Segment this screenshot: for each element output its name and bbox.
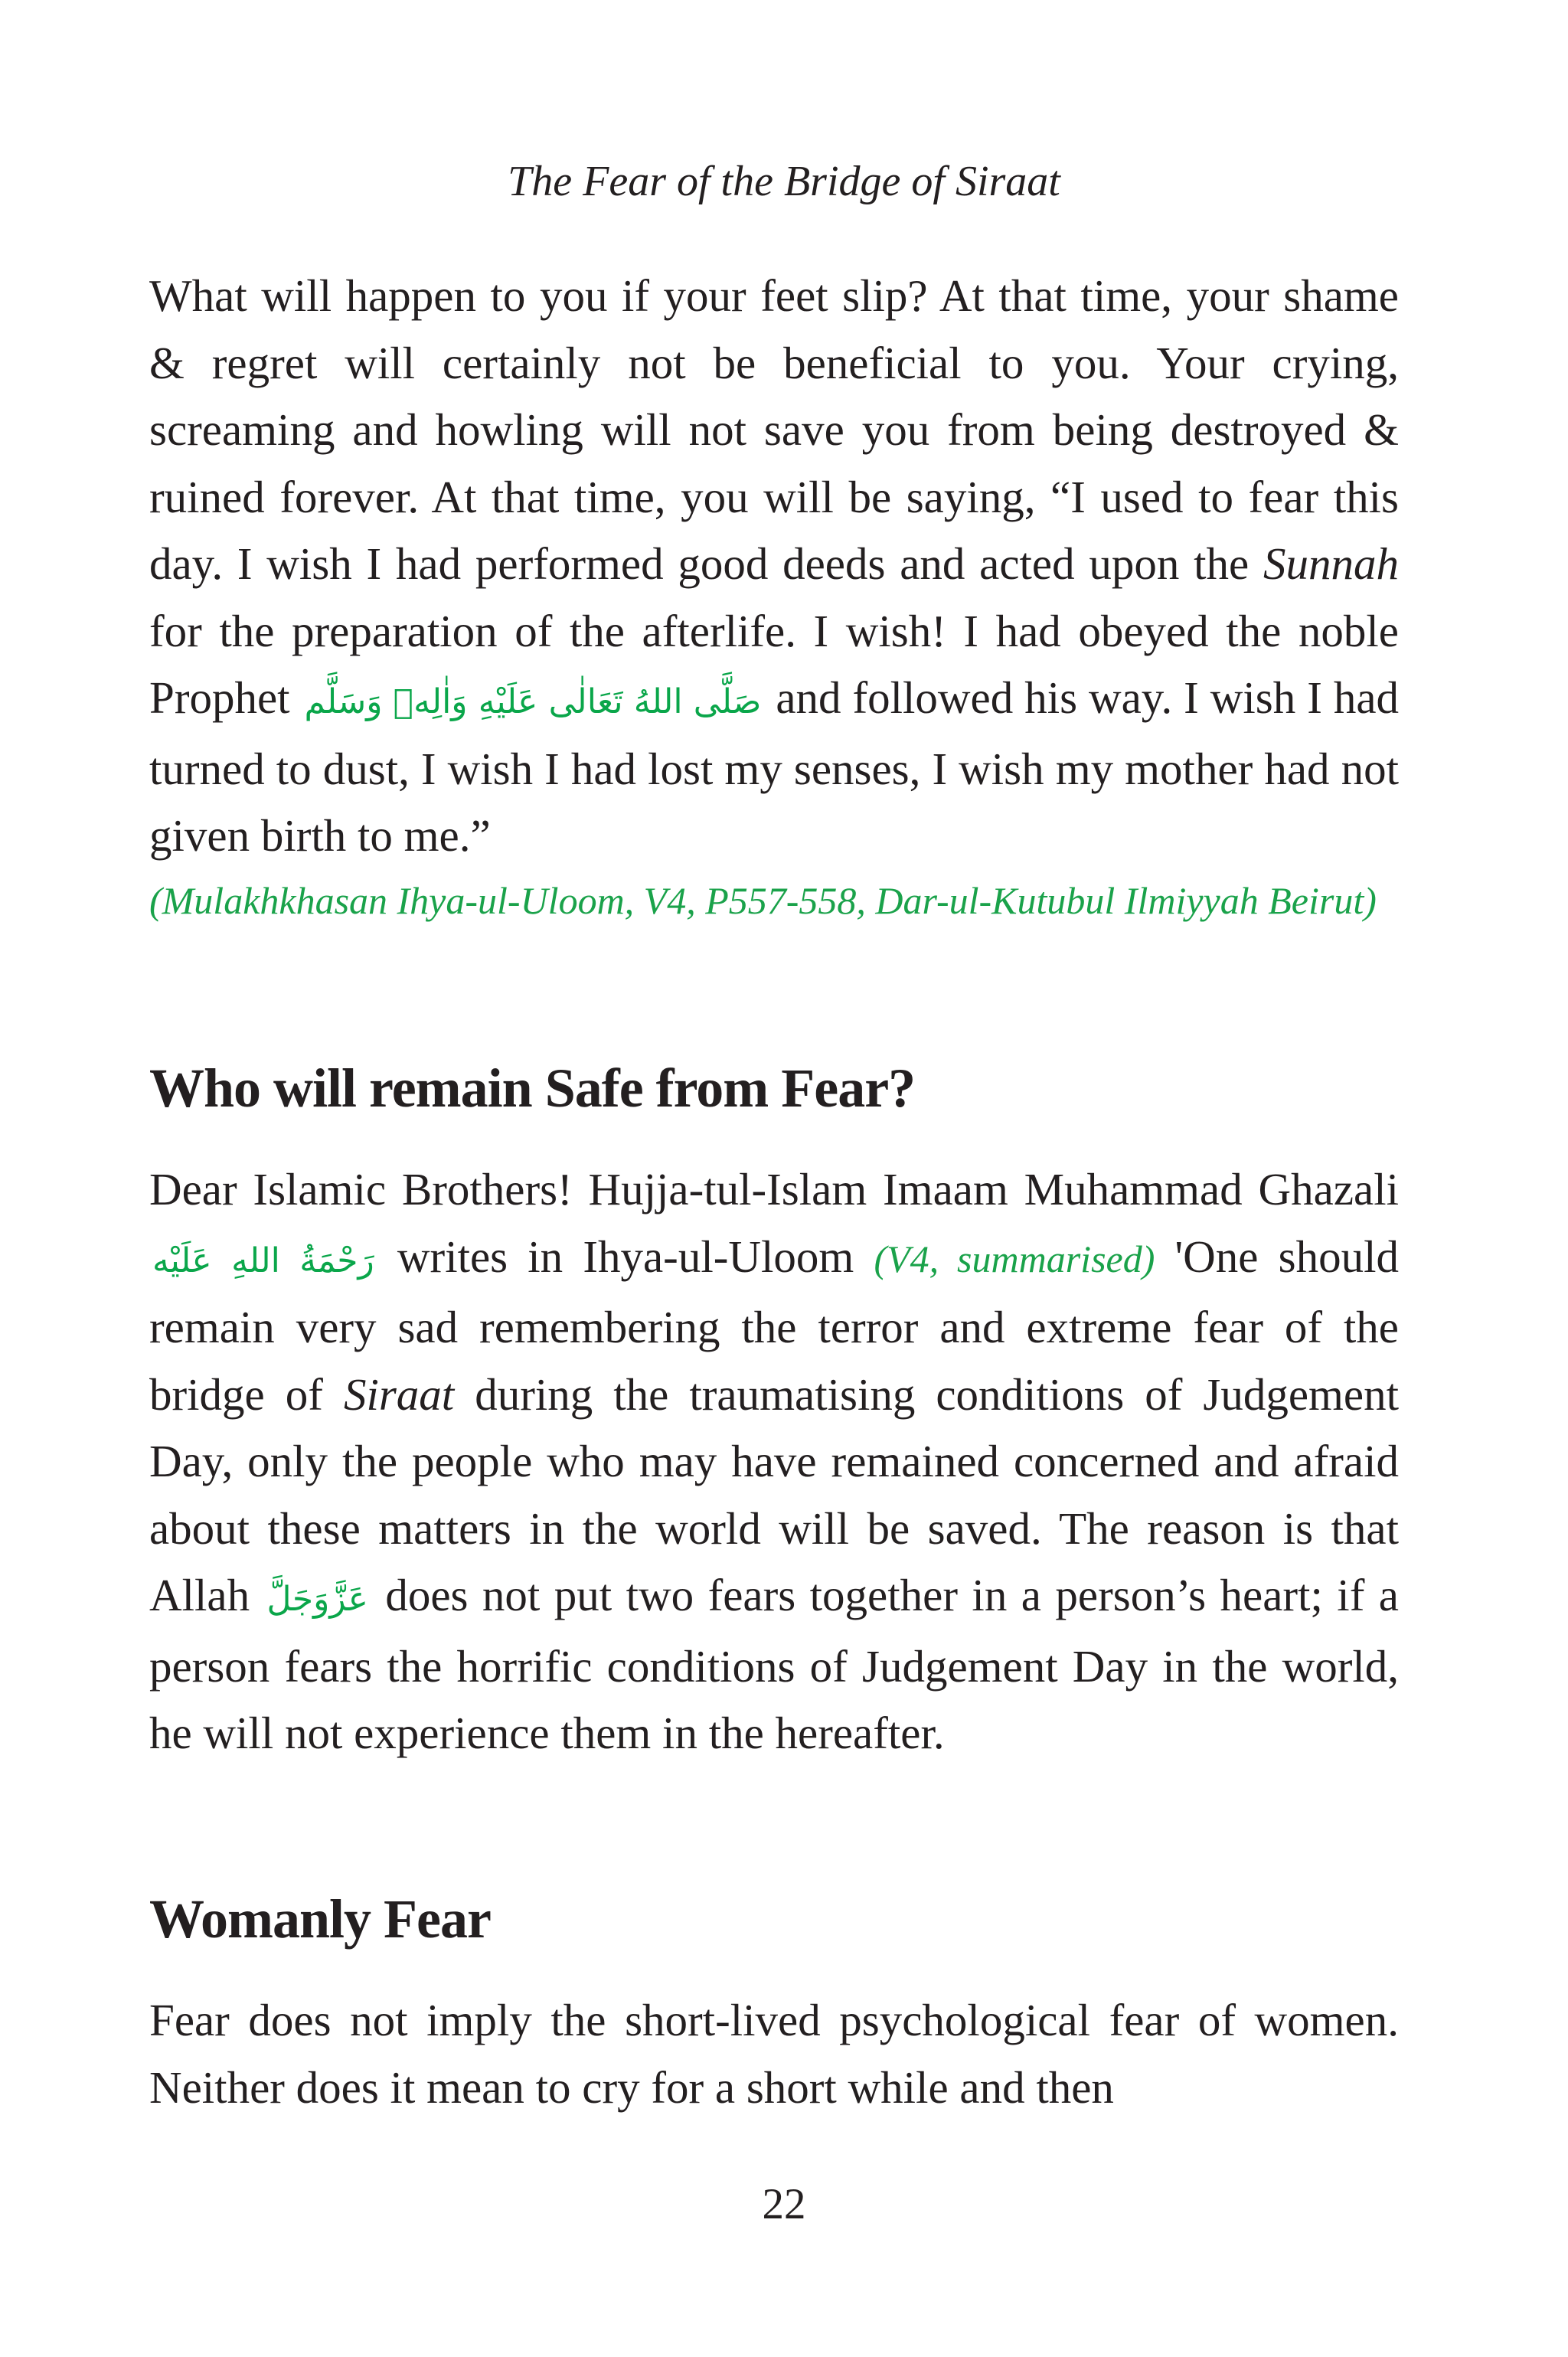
paragraph-3: [149, 1987, 1399, 2121]
section-heading-safe-from-fear: Who will remain Safe from Fear?: [149, 1058, 916, 1119]
text-run: for the preparation of the afterlife. I wish! I had obeyed the noble Prophet: [149, 605, 1399, 723]
paragraph-3-text: [149, 1987, 1399, 2121]
text-run: What will happen to you if your feet slip? At that time, your shame & regret will certainly not be beneficial to you. Your crying, screaming and howling will not save you from being destroyed & ruined forever. At that time, you will be saying, “I used to fear this day. I wish I had performed good deeds and acted upon the: [149, 270, 1399, 589]
arabic-glorification: عَزَّوَجَلَّ: [266, 1580, 368, 1619]
paragraph-1: [149, 263, 1399, 932]
arabic-salutation: صَلَّى اللهُ تَعَالٰى عَلَيْهِ وَاٰلِهٖ وَسَلَّم: [304, 682, 762, 721]
text-run: during the traumatising conditions of Judgement Day, only the people who may have remained concerned and afraid about these matters in the world will be saved. The reason is that Allah: [149, 1368, 1400, 1620]
text-run: 'One should remain very sad remembering the terror and extreme fear of the bridge of: [149, 1231, 1399, 1420]
emphasis-sunnah: Sunnah: [1263, 538, 1399, 589]
emphasis-siraat: Siraat: [343, 1368, 455, 1420]
page-number: 22: [762, 2180, 806, 2228]
arabic-honorific: رَحْمَةُ اللهِ عَلَيْه: [152, 1241, 374, 1280]
text-run: Fear does not imply the short-lived psychological fear of women. Neither does it mean to cry for a short while and then: [149, 1995, 1399, 2113]
running-head: The Fear of the Bridge of Siraat: [508, 158, 1060, 205]
text-run: and followed his way. I wish I had turned to dust, I wish I had lost my senses, I wish my mother had not given birth to me.”: [149, 672, 1400, 861]
text-run: Dear Islamic Brothers! Hujja-tul-Islam Imaam Muhammad Ghazali: [149, 1164, 1399, 1214]
paragraph-2: [149, 1156, 1399, 1767]
paragraph-1-text: [149, 263, 1399, 870]
citation-reference: (Mulakhkhasan Ihya-ul-Uloom, V4, P557-558, Dar-ul-Kutubul Ilmiyyah Beirut): [149, 878, 1377, 922]
text-run: does not put two fears together in a person’s heart; if a person fears the horrific conditions of Judgement Day in the world, he will not experience them in the hereafter.: [149, 1570, 1399, 1758]
section-heading-womanly-fear: Womanly Fear: [149, 1888, 491, 1950]
text-run: writes in Ihya-ul-Uloom: [377, 1231, 874, 1282]
paragraph-2-text: [149, 1156, 1399, 1767]
inline-citation: (V4, summarised): [874, 1237, 1155, 1280]
